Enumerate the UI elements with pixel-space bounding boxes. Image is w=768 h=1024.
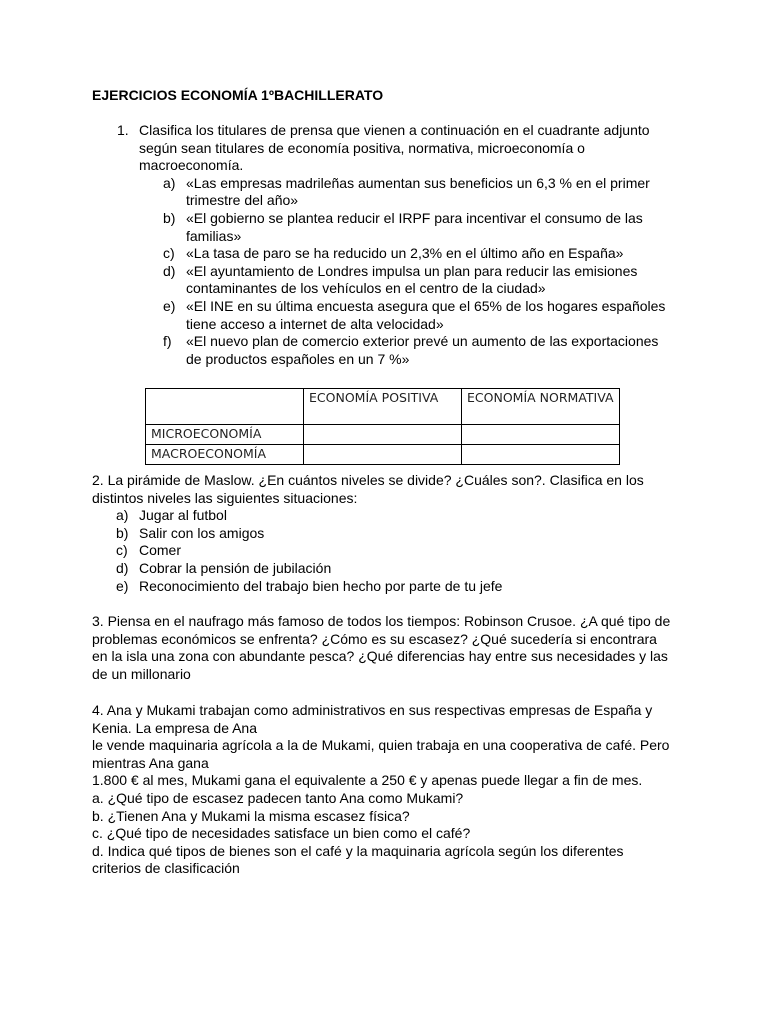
table-row [146, 445, 620, 465]
table-cell [304, 445, 462, 465]
option-letter: c) [163, 245, 175, 262]
option-letter: e) [116, 577, 129, 594]
question-3-text: 3. Piensa en el naufrago más famoso de todos los tiempos: Robinson Crusoe. ¿A qué tipo de problemas económicos se enfrenta? ¿Cómo es su escasez? ¿Qué sucedería si encontrara en la isla una zona con abundante pesca? ¿Qué diferencias hay entre sus necesidades y las de un millonario [92, 613, 671, 682]
question-1 [117, 122, 677, 368]
table-cell: MICROECONOMÍA [146, 425, 304, 445]
option-text: Cobrar la pensión de jubilación [139, 559, 332, 576]
question-4-line: a. ¿Qué tipo de escasez padecen tanto Ana como Mukami? [92, 789, 464, 806]
table-cell [462, 445, 620, 465]
question-2-text: 2. La pirámide de Maslow. ¿En cuántos niveles se divide? ¿Cuáles son?. Clasifica en los distintos niveles las siguientes situaciones: [92, 472, 644, 506]
question-4-line: 4. Ana y Mukami trabajan como administrativos en sus respectivas empresas de España y Kenia. La empresa de Ana [92, 702, 653, 736]
list-item [116, 542, 672, 560]
list-item [163, 333, 677, 368]
table-row [146, 425, 620, 445]
question-4 [92, 702, 672, 878]
question-1-options [163, 175, 677, 369]
table-header-cell [146, 389, 304, 425]
option-letter: c) [116, 542, 128, 559]
list-item [116, 507, 672, 525]
list-item [163, 210, 677, 245]
question-2 [92, 472, 672, 595]
document-title: EJERCICIOS ECONOMÍA 1ºBACHILLERATO [92, 87, 384, 103]
list-item [163, 175, 677, 210]
option-letter: f) [163, 333, 172, 350]
list-item [163, 298, 677, 333]
classification-table [145, 388, 620, 465]
list-item [116, 525, 672, 543]
option-text: «El INE en su última encuesta asegura que el 65% de los hogares españoles tiene acceso a internet de alta velocidad» [186, 297, 666, 332]
table-cell [462, 425, 620, 445]
list-item [116, 578, 672, 596]
option-text: «El nuevo plan de comercio exterior prevé un aumento de las exportaciones de productos españoles en un 7 %» [186, 333, 659, 367]
option-letter: b) [163, 209, 176, 226]
option-letter: d) [116, 559, 129, 576]
option-text: «El ayuntamiento de Londres impulsa un plan para reducir las emisiones contaminantes de los vehículos en el centro de la ciudad» [186, 262, 638, 297]
table-header-cell: ECONOMÍA NORMATIVA [462, 389, 620, 425]
question-3 [92, 613, 672, 683]
question-1-text: Clasifica los titulares de prensa que vienen a continuación en el cuadrante adjunto según sean titulares de economía positiva, normativa, microeconomía o macroeconomía. [139, 122, 650, 174]
question-1-number: 1. [117, 122, 129, 138]
list-item [116, 560, 672, 578]
option-text: Jugar al futbol [139, 507, 227, 524]
question-4-line: c. ¿Qué tipo de necesidades satisface un bien como el café? [92, 825, 471, 842]
option-text: «Las empresas madrileñas aumentan sus beneficios un 6,3 % en el primer trimestre del año» [186, 174, 650, 209]
option-letter: a) [116, 507, 129, 524]
table-cell: MACROECONOMÍA [146, 445, 304, 465]
question-4-line: 1.800 € al mes, Mukami gana el equivalente a 250 € y apenas puede llegar a fin de mes. [92, 772, 643, 789]
option-letter: d) [163, 262, 176, 279]
option-letter: a) [163, 174, 176, 191]
option-letter: b) [116, 524, 129, 541]
question-4-line: le vende maquinaria agrícola a la de Mukami, quien trabaja en una cooperativa de café. Pero mientras Ana gana [92, 737, 670, 771]
question-2-options [116, 507, 672, 595]
option-text: Reconocimiento del trabajo bien hecho por parte de tu jefe [139, 577, 503, 594]
option-text: Salir con los amigos [139, 524, 265, 541]
option-letter: e) [163, 297, 176, 314]
table-cell [304, 425, 462, 445]
option-text: «La tasa de paro se ha reducido un 2,3% en el último año en España» [186, 245, 624, 262]
question-4-line: d. Indica qué tipos de bienes son el café y la maquinaria agrícola según los diferentes criterios de clasificación [92, 842, 624, 877]
option-text: Comer [139, 542, 182, 559]
option-text: «El gobierno se plantea reducir el IRPF para incentivar el consumo de las familias» [186, 209, 643, 244]
table-header-row [146, 389, 620, 425]
list-item [163, 245, 677, 263]
list-item [163, 263, 677, 298]
question-4-line: b. ¿Tienen Ana y Mukami la misma escasez física? [92, 807, 410, 824]
table-header-cell: ECONOMÍA POSITIVA [304, 389, 462, 425]
